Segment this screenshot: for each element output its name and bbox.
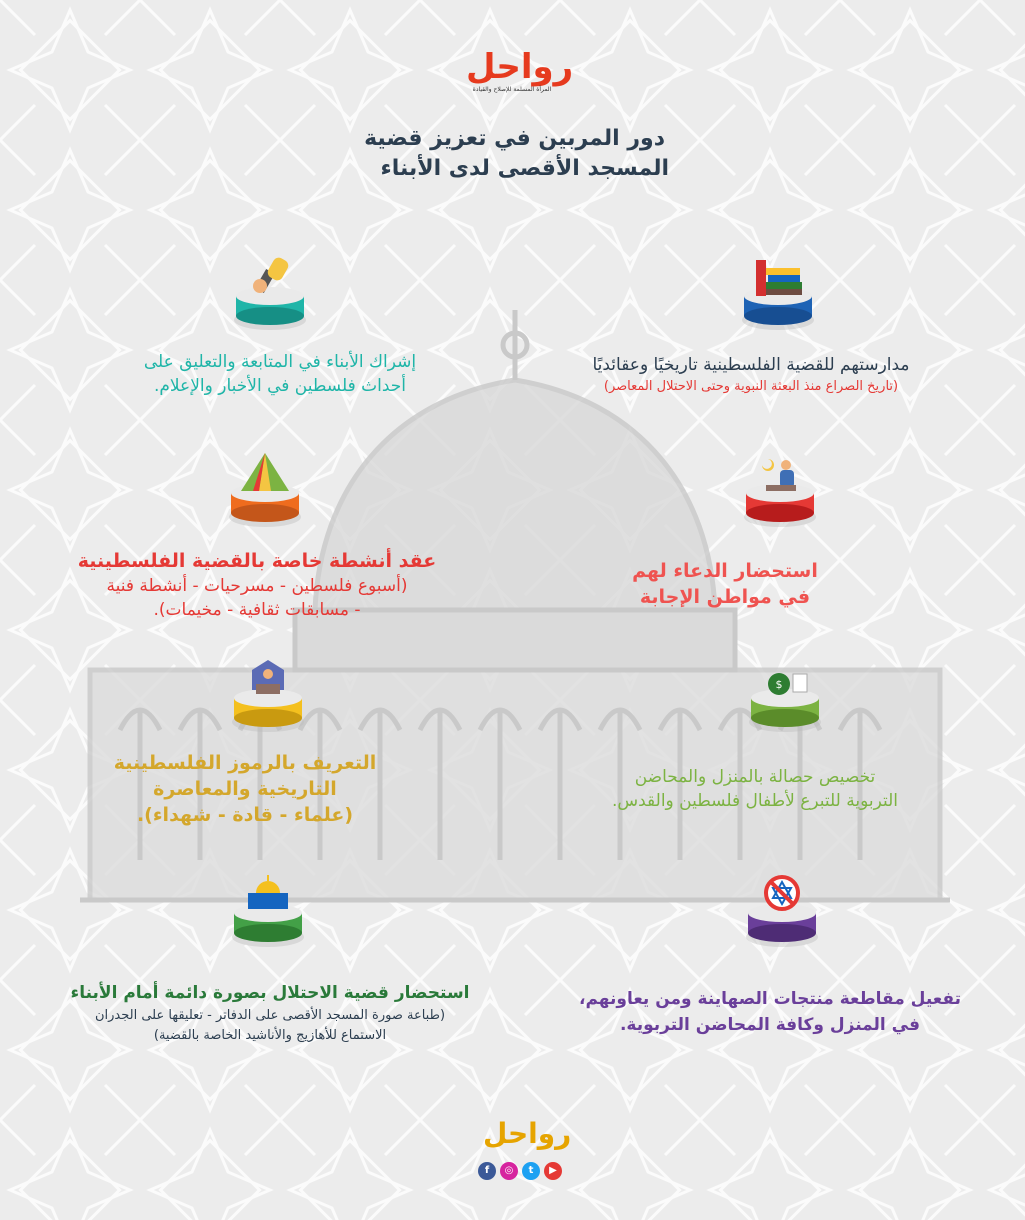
item-8-detail-2: الاستماع للأهازيج والأناشيد الخاصة بالقضية) <box>153 1028 387 1043</box>
item-6-detail-2: (علماء - قادة - شهداء). <box>136 804 354 826</box>
boycott-star-icon <box>742 865 822 955</box>
dome-of-rock-icon <box>228 865 308 955</box>
microphone-icon <box>230 248 310 338</box>
item-2-text <box>90 350 470 398</box>
brand-logo <box>466 47 574 98</box>
page-title <box>345 124 669 184</box>
praying-person-icon <box>740 445 820 535</box>
youtube-icon[interactable]: ▶ <box>544 1162 562 1180</box>
item-5-detail: التربوية للتبرع لأطفال فلسطين والقدس. <box>611 791 899 811</box>
item-4-heading: عقد أنشطة خاصة بالقضية الفلسطينية <box>77 550 437 572</box>
tent-icon <box>225 445 305 535</box>
speaker-podium-icon <box>228 650 308 740</box>
item-6-heading: التعريف بالرموز الفلسطينية <box>113 752 377 774</box>
brand-tagline: المرأة المسلمة للإصلاح والقيادة <box>472 86 552 93</box>
title-line-2: المسجد الأقصى لدى الأبناء <box>380 156 669 181</box>
item-3-text <box>575 558 875 610</box>
item-7-text <box>550 986 990 1038</box>
item-1-text <box>541 353 961 397</box>
money-bag-icon <box>745 650 825 740</box>
item-8-heading: استحضار قضية الاحتلال بصورة دائمة أمام الأبناء <box>70 983 470 1003</box>
item-2-detail: أحداث فلسطين في الأخبار والإعلام. <box>153 376 407 396</box>
item-7-heading: تفعيل مقاطعة منتجات الصهاينة ومن يعاونهم، <box>578 989 962 1009</box>
svg-text:$: $ <box>775 678 783 691</box>
item-1-heading: مدارستهم للقضية الفلسطينية تاريخيًا وعقائديًا <box>592 355 910 375</box>
item-7-detail: في المنزل وكافة المحاضن التربوية. <box>619 1015 921 1035</box>
books-icon <box>738 248 818 338</box>
item-1-detail: (تاريخ الصراع منذ البعثة النبوية وحتى الاحتلال المعاصر) <box>603 379 899 394</box>
item-8-text <box>25 980 515 1046</box>
item-5-heading: تخصيص حصالة بالمنزل والمحاضن <box>634 767 876 787</box>
item-3-detail: في مواطن الإجابة <box>639 586 811 608</box>
item-6-text <box>75 750 415 828</box>
title-line-1: دور المربين في تعزيز قضية <box>364 126 665 151</box>
item-2-heading: إشراك الأبناء في المتابعة والتعليق على <box>143 352 417 372</box>
footer-logo-wordmark: رواحل <box>483 1117 572 1150</box>
item-6-detail-1: التاريخية والمعاصرة <box>153 778 337 800</box>
footer-brand-logo <box>483 1117 572 1158</box>
item-5-text <box>555 765 955 813</box>
twitter-icon[interactable]: t <box>522 1162 540 1180</box>
item-4-detail-2: - مسابقات ثقافية - مخيمات). <box>153 600 361 620</box>
item-4-detail-1: (أسبوع فلسطين - مسرحيات - أنشطة فنية <box>106 576 408 596</box>
item-4-text <box>47 548 467 622</box>
social-links <box>478 1162 568 1184</box>
instagram-icon[interactable]: ◎ <box>500 1162 518 1180</box>
item-3-heading: استحضار الدعاء لهم <box>632 560 818 582</box>
item-8-detail-1: (طباعة صورة المسجد الأقصى على الدفاتر - تعليقها على الجدران <box>94 1008 446 1023</box>
facebook-icon[interactable]: f <box>478 1162 496 1180</box>
brand-logo-wordmark: رواحل <box>466 47 574 87</box>
